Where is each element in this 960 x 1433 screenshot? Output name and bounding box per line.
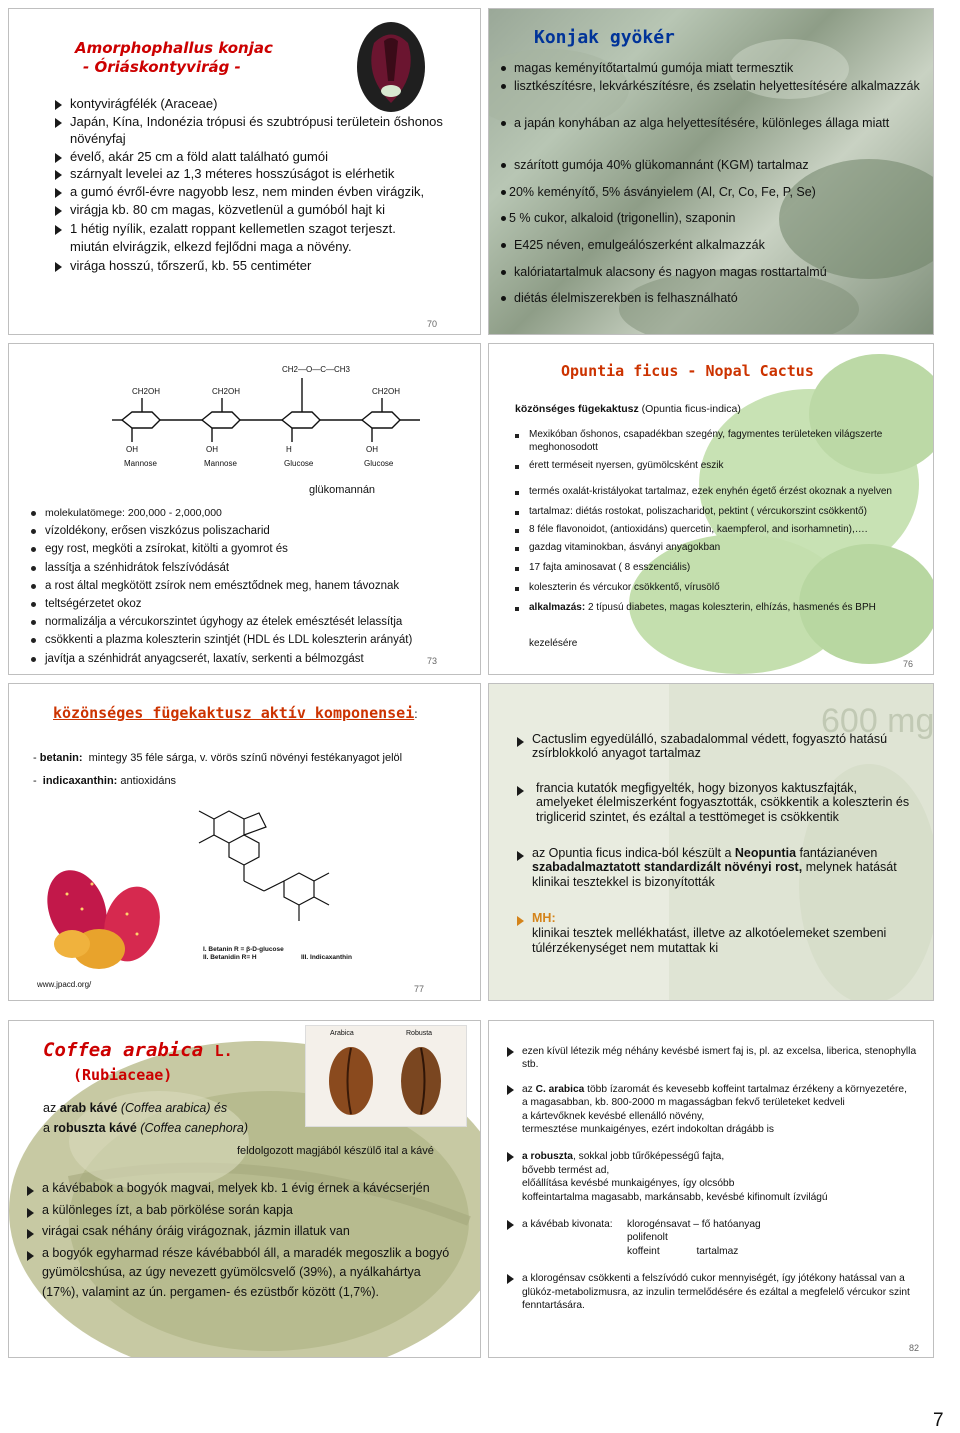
arrow-icon [507,1085,514,1095]
list-item: évelő, akár 25 cm a föld alatt található gumói [55,148,473,166]
arrow-icon [55,206,62,216]
arrow-icon [55,225,62,235]
list-item: 1 hétig nyílik, ezalatt roppant kellemetlen szagot terjeszt. [55,220,473,238]
sugar-label: Mannose [124,459,157,468]
arrow-icon [507,1152,514,1162]
arrow-icon [507,1274,514,1284]
list-item: 20% keményítő, 5% ásványielem (Al, Cr, Co, Fe, P, Se) [501,184,816,200]
structure-legend-3: III. Indicaxanthin [301,954,352,961]
content [517,732,917,955]
arrow-icon [507,1220,514,1230]
arrow-icon [55,100,62,110]
page-number: 73 [427,656,438,666]
list-item: tartalmaz: diétás rostokat, poliszacharidot, pektint ( vércukorszint csökkentő) [513,505,919,518]
bullet-icon [501,216,506,221]
page-number: 76 [903,659,914,669]
arrow-icon [27,1251,34,1261]
group-label: OH [206,445,218,454]
bean-icons [306,1026,466,1126]
bean-label-robusta: Robusta [406,1030,433,1037]
list-item: kontyvirágfélék (Araceae) [55,95,473,113]
arrow-icon [55,153,62,163]
legend-item: I. Betanin R = β-D-glucose [203,946,284,953]
list-item: a gumó évről-évre nagyobb lesz, nem minden évben virágzik, [55,183,473,201]
slide-cactuslim [488,683,934,1001]
list-item: szárított gumója 40% glükomannánt (KGM) tartalmaz [501,157,809,173]
fact-list [513,428,919,614]
betanin-structure [174,799,374,939]
arrow-icon [55,118,62,128]
property-list [29,504,479,668]
list-item: a klorogénsav csökkenti a felszívódó cukor mennyiségét, így jótékony hatással van a glükóz-metabolizmusra, az inzulin termelődésére és ezáltal a megfelelő vércukor szint fenntartására. [507,1272,927,1312]
bullet-icon [501,243,506,248]
bullet-icon [501,270,506,275]
list-item: normalizálja a vércukorszintet úgyhogy az ételek emésztését lelassítja [29,613,479,631]
list-item: teltségérzetet okoz [29,595,479,613]
indicaxanthin-line: - indicaxanthin: antioxidáns [33,775,177,787]
list-item: E425 néven, emulgeálószerként alkalmazzák [501,237,765,253]
bullet-icon [501,84,506,89]
list-item: csökkenti a plazma koleszterin szintjét (HDL és LDL koleszterin arányát) [29,631,479,649]
group-label: CH2OH [212,387,241,396]
list-item: a rost által megkötött zsírok nem emésztődnek meg, hanem távoznak [29,577,479,595]
legend-item: II. Betanidin R= H [203,954,257,961]
list-item: az Opuntia ficus indica-ból készült a Neopuntia fantázianéven szabadalmaztatott standardizált növényi rost, melynek hatását klinikai tesztekkel is bizonyították [517,846,917,889]
group-label: H [286,445,292,454]
list-item: a különleges ízt, a bab pörkölése során kapja [27,1201,457,1221]
group-label: OH [126,445,138,454]
sugar-label: Glucose [284,459,314,468]
sugar-label: Glucose [364,459,394,468]
acetyl-label: CH2—O—C—CH3 [282,365,351,374]
list-item: diétás élelmiszerekben is felhasználható [501,290,738,306]
list-item-plain: 8 féle flavonoidot, (antioxidáns) quercetin, kaempferol, and isorhamnetin),…. [513,523,919,536]
package-dose: 600 mg [821,702,935,740]
title-line2: - Óriáskontyvirág - [83,58,241,76]
species-line-2: a robuszta kávé (Coffea canephora) [43,1121,248,1135]
bullet-icon [501,121,506,126]
list-item: lisztkészítésre, lekvárkészítésre, és zselatin helyettesítésére alkalmazzák [501,78,921,94]
arrow-icon [517,851,524,861]
list-item: a kávébab kivonata: klorogénsavat – fő hatóanyag polifenolt koffeint tartalmaz [507,1218,927,1258]
subtitle: közönséges fügekaktusz (Opuntia ficus-indica) [515,403,741,415]
list-item: virágja kb. 80 cm magas, közvetlenül a gumóból hajt ki [55,201,473,219]
glucomannan-structure [104,362,424,472]
arrow-icon [27,1186,34,1196]
group-label: CH2OH [132,387,161,396]
title: közönséges fügekaktusz aktív komponensei: [53,704,418,722]
list-item: javítja a szénhidrát anyagcserét, laxatív, serkenti a bélmozgást [29,650,479,668]
list-item: a kávébabok a bogyók magvai, melyek kb. 1 évig érnek a kávécserjén [27,1179,457,1199]
list-item: Japán, Kína, Indonézia trópusi és szubtrópusi területein őshonos növényfaj [55,113,473,148]
slide-coffee-details [488,1020,934,1358]
page-number: 70 [427,319,438,329]
list-item: alkalmazás: 2 típusú diabetes, magas koleszterin, elhízás, hasmenés és BPH [513,601,919,614]
bullet-icon [501,190,506,195]
title-line1: Amorphophallus konjac [75,39,273,57]
source-link[interactable]: www.jpacd.org/ [37,980,92,989]
page-number: 82 [909,1343,920,1353]
list-item: szárnyalt levelei az 1,3 méteres hosszúságot is elérhetik [55,165,473,183]
slide-glucomannan [8,343,481,675]
list-item: virágai csak néhány óráig virágoznak, jázmin illatuk van [27,1222,457,1242]
arrow-icon [55,262,62,272]
bean-photo [305,1025,467,1127]
list-item: Cactuslim egyedülálló, szabadalommal védett, fogyasztó hatású zsírblokkoló anyagot tartalmaz [517,732,917,761]
list-item: miután elvirágzik, elkezd fejlődni maga a növény. [70,238,352,254]
document-page-number: 7 [933,1410,944,1431]
list-item: ezen kívül létezik még néhány kevésbé ismert faj is, pl. az excelsa, liberica, stenophylla stb. [507,1045,927,1072]
bullet-icon [501,296,506,301]
list-item: lassítja a szénhidrátok felszívódását [29,559,479,577]
betanin-line: - betanin: mintegy 35 féle sárga, v. vörös színű növényi festékanyagot jelöl [33,752,403,764]
list-item: gazdag vitaminokban, ásványi anyagokban [513,541,919,554]
arrow-icon [517,737,524,747]
list-item: magas keményítőtartalmú gumója miatt termesztik [501,60,793,76]
molecule-label: glükomannán [309,484,376,496]
arrow-icon [27,1208,34,1218]
list-item: virága hosszú, tőrszerű, kb. 55 centiméter [55,257,473,275]
arrow-icon [507,1047,514,1057]
group-label: OH [366,445,378,454]
slide-konjac [8,8,481,335]
list-item: érett terméseit nyersen, gyümölcsként eszik [513,459,919,472]
slide-opuntia [488,343,934,675]
list-item-tail: kezelésére [529,638,578,649]
structure-legend [203,946,284,962]
slide-active-components [8,683,481,1001]
list-item: MH: [517,911,917,926]
list-item: az C. arabica több ízaromát és kevesebb koffeint tartalmaz érzékeny a környezetére, a magasabban, kb. 800-2000 m magasságban fekvő területeket kedveli a kártevőknek kevésbé ellenálló növény, termesztése munkaigényes, ezért indokoltan drágább is [507,1083,927,1137]
list-item: 5 % cukor, alkaloid (trigonellin), szaponin [501,210,736,226]
page-number: 77 [414,984,425,994]
caption: feldolgozott magjából készülő ital a kávé [237,1145,434,1157]
list-item: a japán konyhában az alga helyettesítésére, különleges állaga miatt [501,115,901,131]
slide-konjak-root [488,8,934,335]
bean-label-arabica: Arabica [330,1030,354,1037]
bullet-icon [501,163,506,168]
content [507,1045,927,1313]
list-item: francia kutatók megfigyelték, hogy bizonyos kaktuszfajták, amelyeket élelmiszerként fogyasztották, csökkentik a koleszterin és triglicerid szintet, és ezáltal a testtömeget is csökkentik [517,781,917,824]
title: Konjak gyökér [534,27,675,48]
title: Opuntia ficus - Nopal Cactus [561,362,814,380]
list-item: termés oxalát-kristályokat tartalmaz, ezek enyhén égető érzést okoznak a nyelven [513,485,919,498]
list-item: kalóriatartalmuk alacsony és nagyon magas rosttartalmú [501,264,827,280]
species-line-1: az arab kávé (Coffea arabica) és [43,1101,228,1115]
arrow-icon [55,188,62,198]
list-item: egy rost, megköti a zsírokat, kitölti a gyomrot és [29,540,479,558]
bullet-icon [501,66,506,71]
arrow-icon [517,786,524,796]
family: (Rubiaceae) [73,1066,173,1084]
list-item: a robuszta, sokkal jobb tűrőképességű fajta, bővebb termést ad, előállítása kevésbé munkaigényes, így olcsóbb koffeintartalma magasabb, markánsabb, kevésbé kifinomult ízvilágú [507,1150,927,1204]
list-item: 17 fajta aminosavat ( 8 esszenciális) [513,561,919,574]
list-item: molekulatömege: 200,000 - 2,000,000 [29,504,479,522]
prickly-pear-fruits [37,854,177,974]
bullet-list [27,1179,457,1303]
arrow-icon [27,1229,34,1239]
list-item: Mexikóban őshonos, csapadékban szegény, fagymentes területeken világszerte meghonosodott [513,428,919,454]
list-item: a bogyók egyharmad része kávébabból áll, a maradék megoszlik a bogyó gyümölcshúsa, az úgy nevezett gyümölcsvelő (39%), a nyálkahártya (17%), valamint az ún. pergamen- és ezüstbőr között (1,7%). [27,1244,457,1303]
title [75,39,273,77]
slide-coffea [8,1020,481,1358]
arrow-icon [55,170,62,180]
list-item: vízoldékony, erősen viszkózus poliszacharid [29,522,479,540]
list-item: koleszterin és vércukor csökkentő, vírusölő [513,581,919,594]
list-item-text: klinikai tesztek mellékhatást, illetve az alkotóelemeket szembeni túlérzékenységet nem mutattak ki [532,926,887,955]
bullet-list [55,95,473,275]
title: Coffea arabica L. [43,1039,233,1061]
sugar-label: Mannose [204,459,237,468]
arrow-icon [517,916,524,926]
group-label: CH2OH [372,387,401,396]
